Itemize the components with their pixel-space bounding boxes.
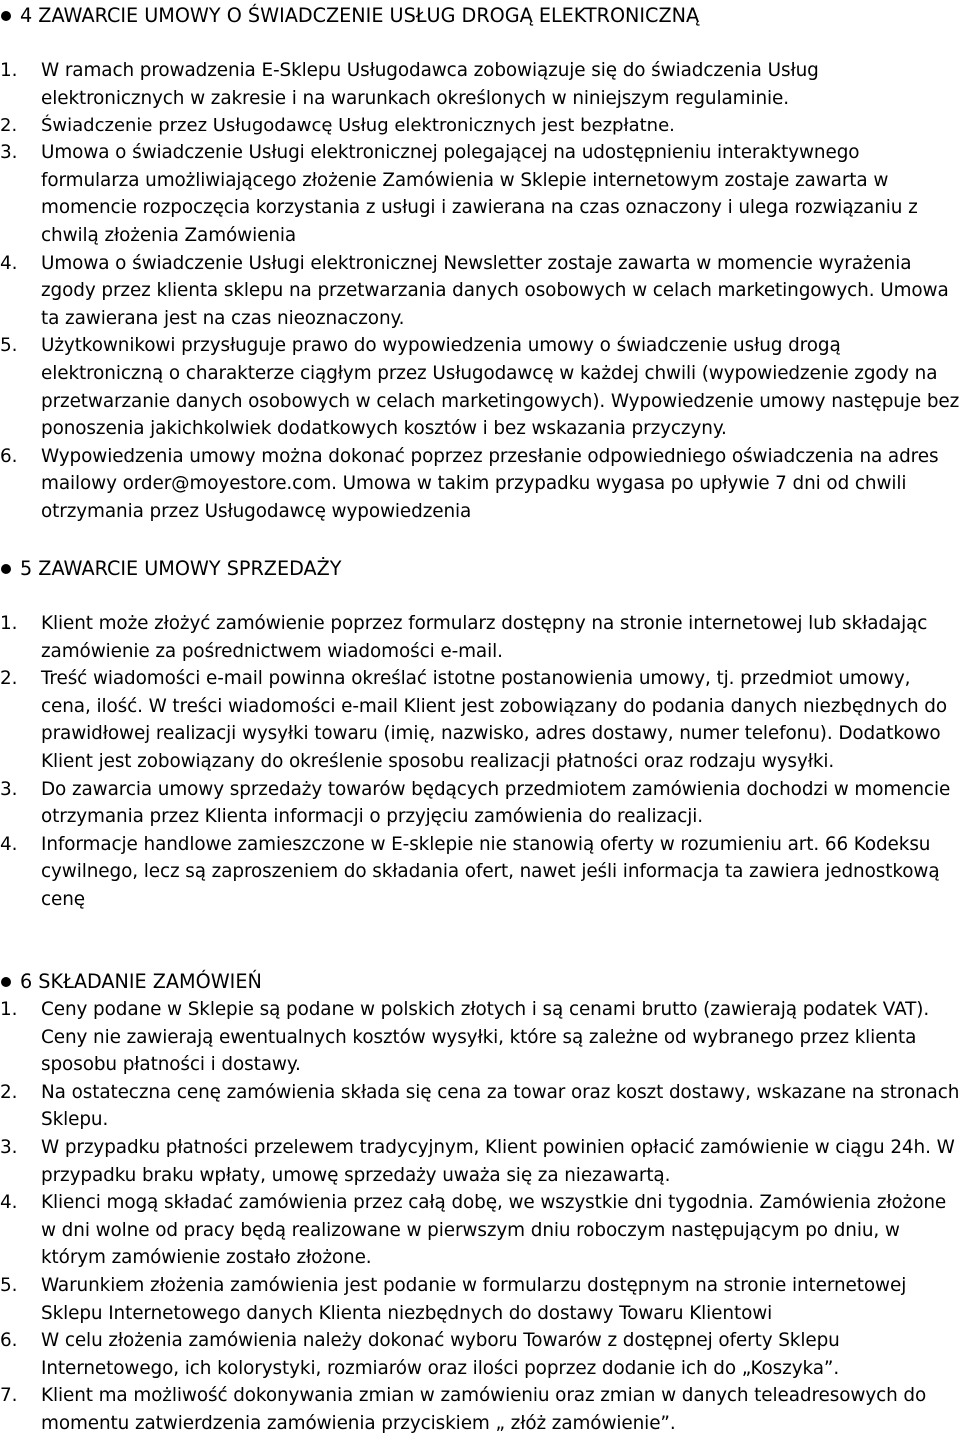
item-text: Klient może złożyć zamówienie poprzez formularz dostępny na stronie internetowej lub składając zamówienie za pośrednictwem wiadomości e-mail. [41, 613, 928, 662]
list-item [0, 1134, 960, 1189]
section-heading-text: 4 ZAWARCIE UMOWY O ŚWIADCZENIE USŁUG DROGĄ ELEKTRONICZNĄ [20, 4, 700, 27]
list-item [0, 1382, 960, 1437]
item-text: Informacje handlowe zamieszczone w E-sklepie nie stanowią oferty w rozumieniu art. 66 Kodeksu cywilnego, lecz są zaproszeniem do składania ofert, nawet jeśli informacja ta zawiera jednostkową cenę [41, 833, 940, 910]
list-item [0, 443, 960, 526]
section-heading [0, 2, 960, 30]
item-number: 7. [0, 1385, 18, 1407]
list-item [0, 1272, 960, 1327]
item-text: W przypadku płatności przelewem tradycyjnym, Klient powinien opłacić zamówienie w ciągu 24h. W przypadku braku wpłaty, umowę sprzedaży uważa się za niezawartą. [41, 1136, 955, 1186]
list-item [0, 139, 960, 249]
bullet-icon [1, 977, 11, 987]
item-number: 5. [0, 335, 18, 357]
item-text: W ramach prowadzenia E-Sklepu Usługodawca zobowiązuje się do świadczenia Usług elektronicznych w zakresie i na warunkach określonych w niniejszym regulaminie. [41, 60, 819, 109]
item-number: 3. [0, 1136, 18, 1158]
list-item [0, 1327, 960, 1382]
section-electronic-services [0, 2, 960, 526]
item-number: 6. [0, 445, 18, 467]
item-text: Klienci mogą składać zamówienia przez całą dobę, we wszystkie dni tygodnia. Zamówienia złożone w dni wolne od pracy będą realizowane w pierwszym dniu roboczym następującym po dniu, w którym zamówienie zostało złożone. [41, 1192, 947, 1269]
list-item [0, 332, 960, 442]
item-text: Na ostateczna cenę zamówienia składa się cena za towar oraz koszt dostawy, wskazane na stronach Sklepu. [41, 1081, 960, 1131]
bullet-icon [1, 564, 11, 574]
section-sales-contract [0, 555, 960, 914]
list-item [0, 1189, 960, 1272]
item-text: Do zawarcia umowy sprzedaży towarów będących przedmiotem zamówienia dochodzi w momencie otrzymania przez Klienta informacji o przyjęciu zamówienia do realizacji. [41, 778, 951, 828]
item-number: 3. [0, 778, 18, 800]
item-number: 1. [0, 999, 18, 1020]
item-text: Umowa o świadczenie Usługi elektronicznej polegającej na udostępnieniu interaktywnego formularza umożliwiającego złożenie Zamówienia w Sklepie internetowym zostaje zawarta w momencie rozpoczęcia korzystania z usługi i zawierana na czas oznaczony i ulega rozwiązaniu z chwilą złożenia Zamówienia [41, 142, 918, 246]
section-heading-text: 6 SKŁADANIE ZAMÓWIEŃ [20, 970, 262, 993]
item-text: Warunkiem złożenia zamówienia jest podanie w formularzu dostępnym na stronie internetowej Sklepu Internetowego danych Klienta niezbędnych do dostawy Towaru Klientowi [41, 1274, 907, 1324]
item-text: Umowa o świadczenie Usługi elektronicznej Newsletter zostaje zawarta w momencie wyrażenia zgody przez klienta sklepu na przetwarzania danych osobowych w celach marketingowych. Umowa ta zawierana jest na czas nieoznaczony. [41, 252, 949, 329]
item-text: Użytkownikowi przysługuje prawo do wypowiedzenia umowy o świadczenie usług drogą elektroniczną o charakterze ciągłym przez Usługodawcę w każdej chwili (wypowiedzenie zgody na przetwarzanie danych osobowych w celach marketingowych). Wypowiedzenie umowy następuje bez ponoszenia jakichkolwiek dodatkowych kosztów i bez wskazania przyczyny. [41, 335, 960, 440]
item-number: 2. [0, 668, 18, 690]
item-text: Wypowiedzenia umowy można dokonać poprzez przesłanie odpowiedniego oświadczenia na adres mailowy order@moyestore.com. Umowa w takim przypadku wygasa po upływie 7 dni od chwili otrzymania przez Usługodawcę wypowiedzenia [41, 445, 939, 522]
list-item [0, 250, 960, 333]
item-number: 2. [0, 1081, 18, 1103]
list-item [0, 776, 960, 831]
item-number: 6. [0, 1330, 18, 1352]
item-text: Treść wiadomości e-mail powinna określać istotne postanowienia umowy, tj. przedmiot umowy, cena, ilość. W treści wiadomości e-mail Klient jest zobowiązany do podania danych niezbędnych do prawidłowej realizacji wysyłki towaru (imię, nazwisko, adres dostawy, numer telefonu). Dodatkowo Klient jest zobowiązany do określenie sposobu realizacji płatności oraz rodzaju wysyłki. [41, 668, 948, 772]
list-item [0, 996, 960, 1079]
list-item [0, 831, 960, 914]
item-number: 2. [0, 115, 18, 137]
numbered-list [0, 57, 960, 526]
section-heading [0, 555, 960, 583]
numbered-list [0, 610, 960, 914]
numbered-list [0, 996, 960, 1438]
list-item [0, 665, 960, 775]
item-number: 4. [0, 252, 18, 274]
item-number: 5. [0, 1274, 18, 1296]
section-heading [0, 968, 960, 996]
item-text: W celu złożenia zamówienia należy dokonać wyboru Towarów z dostępnej oferty Sklepu Internetowego, ich kolorystyki, rozmiarów oraz ilości poprzez dodanie ich do „Koszyka”. [41, 1330, 840, 1379]
bullet-icon [1, 11, 11, 21]
item-number: 4. [0, 833, 18, 855]
list-item [0, 1079, 960, 1134]
list-item [0, 57, 960, 112]
item-number: 1. [0, 60, 18, 81]
section-placing-orders [0, 968, 960, 1438]
section-heading-text: 5 ZAWARCIE UMOWY SPRZEDAŻY [20, 557, 342, 580]
list-item [0, 112, 960, 139]
item-number: 4. [0, 1192, 18, 1214]
item-text: Klient ma możliwość dokonywania zmian w zamówieniu oraz zmian w danych teleadresowych do momentu zatwierdzenia zamówienia przyciskiem „ złóż zamówienie”. [41, 1385, 927, 1434]
item-text: Ceny podane w Sklepie są podane w polskich złotych i są cenami brutto (zawierają podatek VAT). Ceny nie zawierają ewentualnych kosztów wysyłki, które są zależne od wybranego przez klienta sposobu płatności i dostawy. [41, 999, 930, 1076]
list-item [0, 610, 960, 665]
item-number: 1. [0, 613, 18, 634]
item-number: 3. [0, 142, 18, 164]
item-text: Świadczenie przez Usługodawcę Usług elektronicznych jest bezpłatne. [41, 115, 675, 137]
